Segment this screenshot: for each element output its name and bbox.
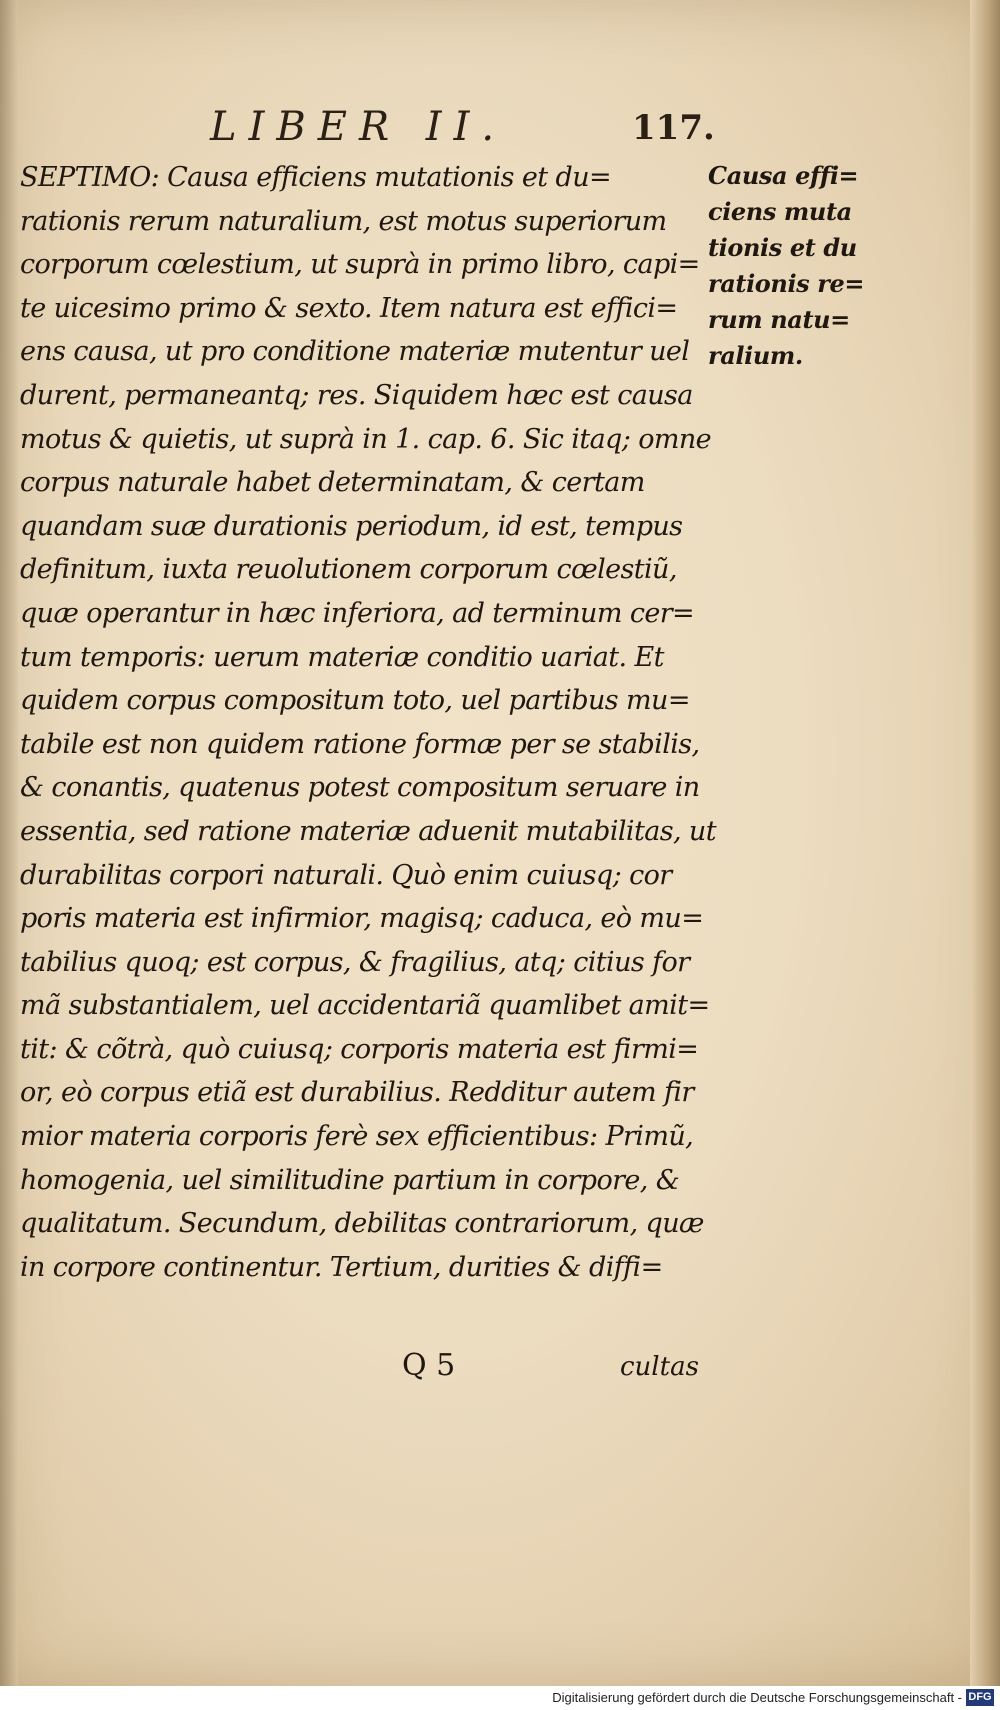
text-line: SEPTIMO: Causa efficiens mutationis et du= [20, 162, 612, 193]
text-line: quandam suæ durationis periodum, id est, tempus [20, 510, 683, 542]
text-line: quidem corpus compositum toto, uel partibus mu= [20, 685, 690, 717]
text-line: tabilius quoq; est corpus, & fragilius, atq; citius for [20, 946, 690, 978]
digitization-credit: Digitalisierung gefördert durch die Deutsche Forschungsgemeinschaft - [552, 1690, 962, 1705]
marginal-note-line: rationis re= [708, 269, 865, 298]
page-edge [970, 0, 1000, 1686]
text-line: durent, permaneantq; res. Siquidem hæc est causa [20, 379, 693, 411]
text-line: motus & quietis, ut suprà in 1. cap. 6. Sic itaq; omne [20, 423, 712, 455]
marginal-note-line: tionis et du [708, 233, 857, 262]
text-line: te uicesimo primo & sexto. Item natura est effici= [20, 292, 678, 324]
dfg-logo-icon: DFG [966, 1689, 994, 1706]
text-line: tabile est non quidem ratione formæ per se stabilis, [20, 728, 700, 760]
text-line: & conantis, quatenus potest compositum seruare in [20, 772, 700, 804]
text-line: in corpore continentur. Tertium, durities & diffi= [20, 1251, 663, 1283]
main-text-block [20, 156, 716, 1289]
marginal-note-line: ciens muta [708, 197, 852, 226]
text-line: corporum cœlestium, ut suprà in primo libro, capi= [20, 249, 700, 281]
text-line: poris materia est infirmior, magisq; caduca, eò mu= [20, 903, 704, 935]
text-line: mã substantialem, uel accidentariã quamlibet amit= [20, 990, 710, 1022]
text-line: durabilitas corpori naturali. Quò enim cuiusq; cor [20, 859, 672, 891]
marginal-note [708, 158, 868, 374]
marginal-note-line: Causa effi= [708, 161, 859, 190]
text-line: tit: & cõtrà, quò cuiusq; corporis materia est firmi= [20, 1033, 699, 1065]
running-head: LIBER II. [210, 104, 507, 150]
page-number: 117. [632, 108, 715, 148]
page-gutter [0, 0, 18, 1686]
text-line: rationis rerum naturalium, est motus superiorum [20, 205, 667, 237]
marginal-note-line: ralium. [708, 341, 803, 370]
digitization-credit-bar [0, 1686, 1000, 1710]
marginal-note-line: rum natu= [708, 305, 850, 334]
text-line: qualitatum. Secundum, debilitas contrariorum, quæ [20, 1208, 704, 1240]
signature-mark: Q 5 [402, 1348, 456, 1383]
catchword: cultas [620, 1352, 699, 1382]
text-line: corpus naturale habet determinatam, & certam [20, 467, 645, 499]
text-line: essentia, sed ratione materiæ aduenit mutabilitas, ut [20, 815, 716, 847]
text-line: homogenia, uel similitudine partium in corpore, & [20, 1164, 680, 1196]
text-line: definitum, iuxta reuolutionem corporum cœlestiũ, [20, 554, 677, 586]
text-line: ens causa, ut pro conditione materiæ mutentur uel [20, 336, 690, 368]
text-line: mior materia corporis ferè sex efficientibus: Primũ, [20, 1121, 694, 1153]
text-line: quæ operantur in hæc inferiora, ad terminum cer= [20, 597, 695, 629]
text-line: tum temporis: uerum materiæ conditio uariat. Et [20, 641, 664, 673]
text-line: or, eò corpus etiã est durabilius. Redditur autem fir [20, 1077, 694, 1109]
